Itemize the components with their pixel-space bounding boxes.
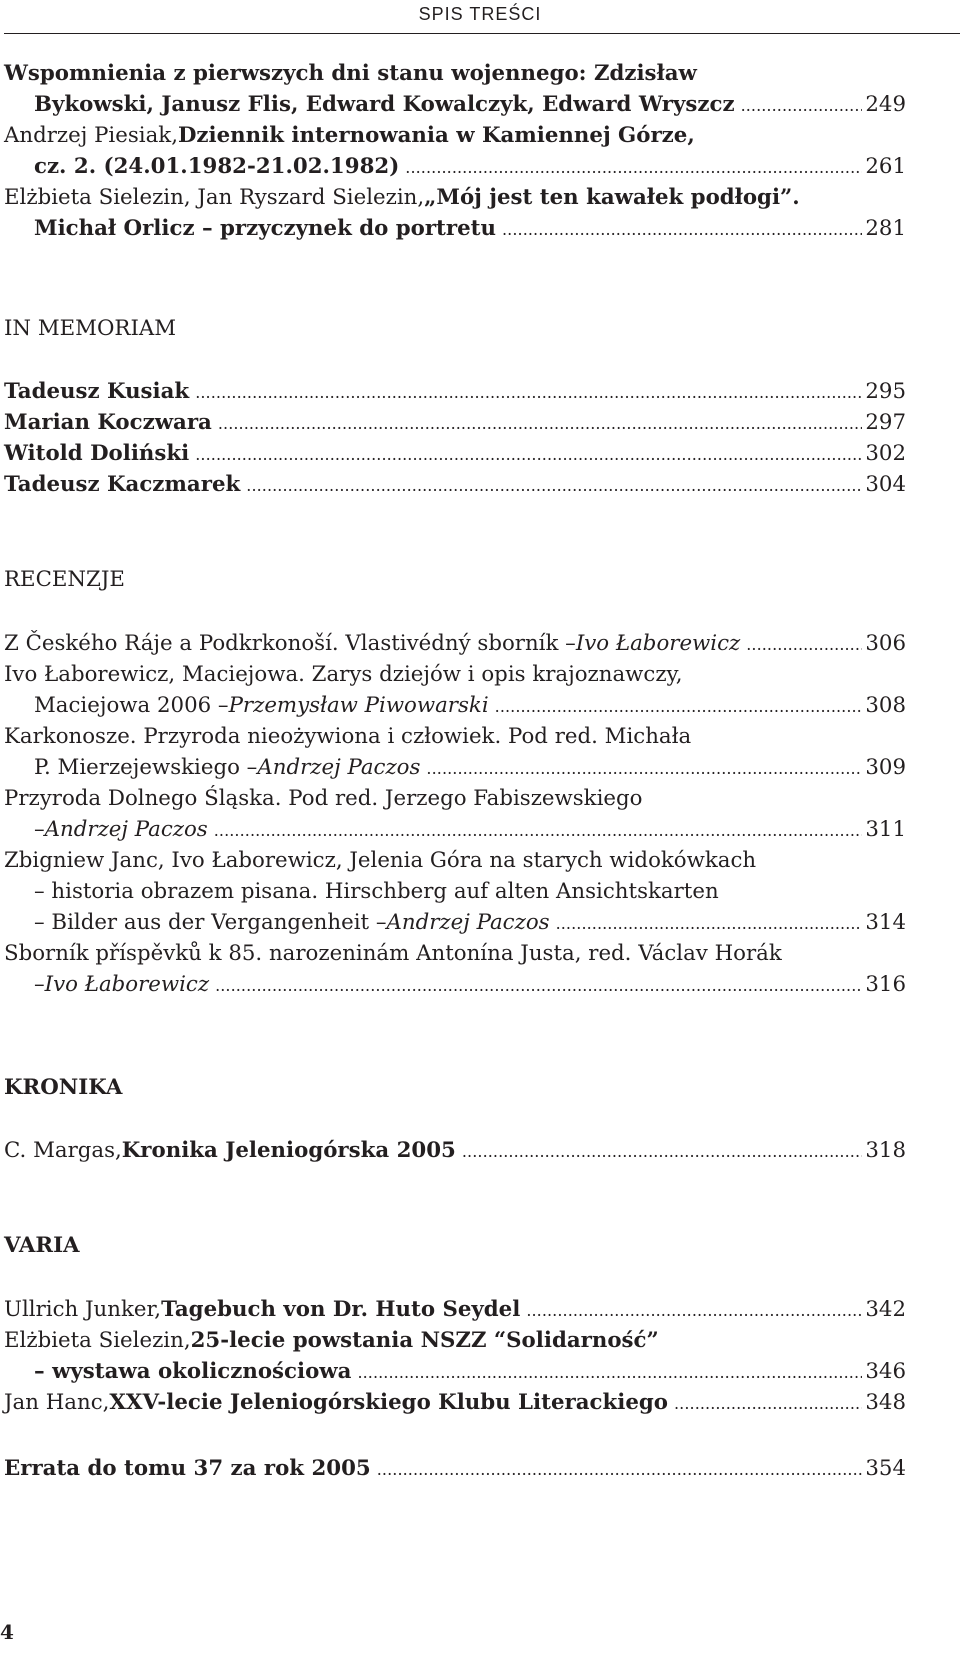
- entry-author: Andrzej Paczos: [257, 755, 421, 780]
- entry-title: 25-lecie powstania NSZZ “Solidarność”: [190, 1328, 659, 1353]
- entry-title: –: [34, 817, 45, 842]
- entry-title: „Mój jest ten kawałek podłogi”.: [424, 185, 800, 210]
- toc-entry[interactable]: [4, 376, 906, 407]
- kronika-list: [4, 1135, 906, 1166]
- entry-title: Marian Koczwara: [4, 410, 212, 435]
- entry-title: Przyroda Dolnego Śląska. Pod red. Jerzego Fabiszewskiego: [4, 786, 643, 811]
- toc-entry[interactable]: [4, 628, 906, 659]
- entry-title: Kronika Jeleniogórska 2005: [121, 1138, 456, 1163]
- page-number: 304: [865, 472, 906, 497]
- entry-title: Tadeusz Kusiak: [4, 379, 190, 404]
- toc-entry[interactable]: [4, 721, 906, 752]
- toc-block-memoirs: [4, 58, 906, 244]
- leader-dots: [526, 1294, 862, 1326]
- entry-title: Wspomnienia z pierwszych dni stanu wojennego: Zdzisław: [4, 61, 697, 86]
- leader-dots: [741, 89, 863, 121]
- entry-title: P. Mierzejewskiego –: [34, 755, 258, 780]
- leader-dots: [357, 1356, 862, 1388]
- entry-title: Bykowski, Janusz Flis, Edward Kowalczyk, Edward Wryszcz: [34, 92, 735, 117]
- toc-section-in-memoriam: [4, 313, 906, 344]
- leader-dots: [426, 752, 862, 784]
- toc-entry[interactable]: [4, 1294, 906, 1325]
- page-number: 295: [865, 379, 906, 404]
- leader-dots: [218, 407, 863, 439]
- leader-dots: [405, 151, 862, 183]
- toc-entry[interactable]: [4, 213, 906, 244]
- toc-section-recenzje: [4, 564, 906, 595]
- entry-title: cz. 2. (24.01.1982-21.02.1982): [34, 154, 400, 179]
- running-title: SPIS TREŚCI: [418, 4, 542, 24]
- toc-entry[interactable]: [4, 690, 906, 721]
- page-number: 306: [865, 631, 906, 656]
- page-number: 311: [865, 817, 906, 842]
- entry-author: Elżbieta Sielezin, Jan Ryszard Sielezin,: [4, 185, 425, 210]
- toc-section-errata: [4, 1453, 906, 1484]
- entry-author: Elżbieta Sielezin,: [4, 1328, 191, 1353]
- in-memoriam-list: [4, 376, 906, 500]
- toc-entry[interactable]: [4, 58, 906, 89]
- toc-entry[interactable]: [4, 1453, 906, 1484]
- page-number: 318: [865, 1138, 906, 1163]
- header-rule: [4, 33, 960, 34]
- entry-author: C. Margas,: [4, 1138, 122, 1163]
- toc-section-kronika: [4, 1072, 906, 1103]
- entry-title: Errata do tomu 37 za rok 2005: [4, 1456, 371, 1481]
- toc-entry[interactable]: [4, 1387, 906, 1418]
- toc-entry[interactable]: [4, 969, 906, 1000]
- entry-title: – historia obrazem pisana. Hirschberg auf alten Ansichtskarten: [34, 879, 719, 904]
- varia-list: [4, 1294, 906, 1418]
- page-number: 346: [865, 1359, 906, 1384]
- toc-entry[interactable]: [4, 1135, 906, 1166]
- toc-section-varia: [4, 1230, 906, 1261]
- leader-dots: [246, 469, 862, 501]
- entry-author: Jan Hanc,: [4, 1390, 110, 1415]
- toc-entry[interactable]: [4, 151, 906, 182]
- leader-dots: [502, 213, 862, 245]
- entry-author: Andrzej Piesiak,: [4, 123, 178, 148]
- entry-title: Zbigniew Janc, Ivo Łaborewicz, Jelenia Góra na starych widokówkach: [4, 848, 757, 873]
- toc-entry[interactable]: [4, 783, 906, 814]
- page-number: 249: [865, 92, 906, 117]
- entry-title: – Bilder aus der Vergangenheit –: [34, 910, 387, 935]
- page-number: 354: [865, 1456, 906, 1481]
- leader-dots: [214, 814, 863, 846]
- section-heading: KRONIKA: [4, 1075, 123, 1100]
- page-number: 261: [865, 154, 906, 179]
- section-heading: IN MEMORIAM: [4, 316, 177, 341]
- entry-author: Ullrich Junker,: [4, 1297, 162, 1322]
- page-number: 348: [865, 1390, 906, 1415]
- page-number: 342: [865, 1297, 906, 1322]
- leader-dots: [462, 1135, 862, 1167]
- leader-dots: [215, 969, 862, 1001]
- page-number: 281: [865, 216, 906, 241]
- entry-title: – wystawa okolicznościowa: [34, 1359, 352, 1384]
- leader-dots: [674, 1387, 862, 1419]
- toc-entry[interactable]: [4, 1356, 906, 1387]
- toc-entry[interactable]: [4, 1325, 906, 1356]
- recenzje-list: [4, 628, 906, 1000]
- page-number: 308: [865, 693, 906, 718]
- toc-entry[interactable]: [4, 814, 906, 845]
- entry-title: Ivo Łaborewicz, Maciejowa. Zarys dziejów i opis krajoznawczy,: [4, 662, 683, 687]
- entry-title: Sborník příspěvků k 85. narozeninám Antonína Justa, red. Václav Horák: [4, 941, 782, 966]
- page-number: 314: [865, 910, 906, 935]
- toc-entry[interactable]: [4, 407, 906, 438]
- toc-entry[interactable]: [4, 845, 906, 876]
- entry-title: Tadeusz Kaczmarek: [4, 472, 241, 497]
- leader-dots: [377, 1453, 863, 1485]
- toc-entry[interactable]: [4, 752, 906, 783]
- toc-entry[interactable]: [4, 907, 906, 938]
- entry-title: Tagebuch von Dr. Huto Seydel: [161, 1297, 521, 1322]
- entry-author: Ivo Łaborewicz: [44, 972, 210, 997]
- entry-title: Karkonosze. Przyroda nieożywiona i człowiek. Pod red. Michała: [4, 724, 692, 749]
- page-number: 316: [865, 972, 906, 997]
- entry-author: Przemysław Piwowarski: [228, 693, 489, 718]
- entry-title: Z Českého Ráje a Podkrkonoší. Vlastivédný sborník –: [4, 631, 576, 656]
- toc-entry[interactable]: [4, 469, 906, 500]
- entry-author: Andrzej Paczos: [386, 910, 550, 935]
- section-heading: RECENZJE: [4, 567, 125, 592]
- toc-entry[interactable]: [4, 659, 906, 690]
- entry-author: Andrzej Paczos: [44, 817, 208, 842]
- entry-title: Dziennik internowania w Kamiennej Górze,: [177, 123, 695, 148]
- page-number: 297: [865, 410, 906, 435]
- entry-author: Ivo Łaborewicz: [575, 631, 741, 656]
- entry-title: XXV-lecie Jeleniogórskiego Klubu Literackiego: [109, 1390, 668, 1415]
- toc-entry[interactable]: [4, 938, 906, 969]
- leader-dots: [195, 438, 862, 470]
- toc-entry[interactable]: [4, 438, 906, 469]
- leader-dots: [746, 628, 862, 660]
- page-number: 302: [865, 441, 906, 466]
- toc-entry[interactable]: [4, 182, 906, 213]
- toc-entry[interactable]: [4, 89, 906, 120]
- leader-dots: [556, 907, 863, 939]
- toc-entry[interactable]: [4, 876, 906, 907]
- entry-title: Maciejowa 2006 –: [34, 693, 229, 718]
- leader-dots: [495, 690, 863, 722]
- toc-entry[interactable]: [4, 120, 906, 151]
- page-folio: 4: [0, 1620, 14, 1644]
- entry-title: Michał Orlicz – przyczynek do portretu: [34, 216, 496, 241]
- leader-dots: [195, 376, 862, 408]
- page-number: 309: [865, 755, 906, 780]
- entry-title: –: [34, 972, 45, 997]
- entry-title: Witold Doliński: [4, 441, 190, 466]
- section-heading: VARIA: [4, 1233, 80, 1258]
